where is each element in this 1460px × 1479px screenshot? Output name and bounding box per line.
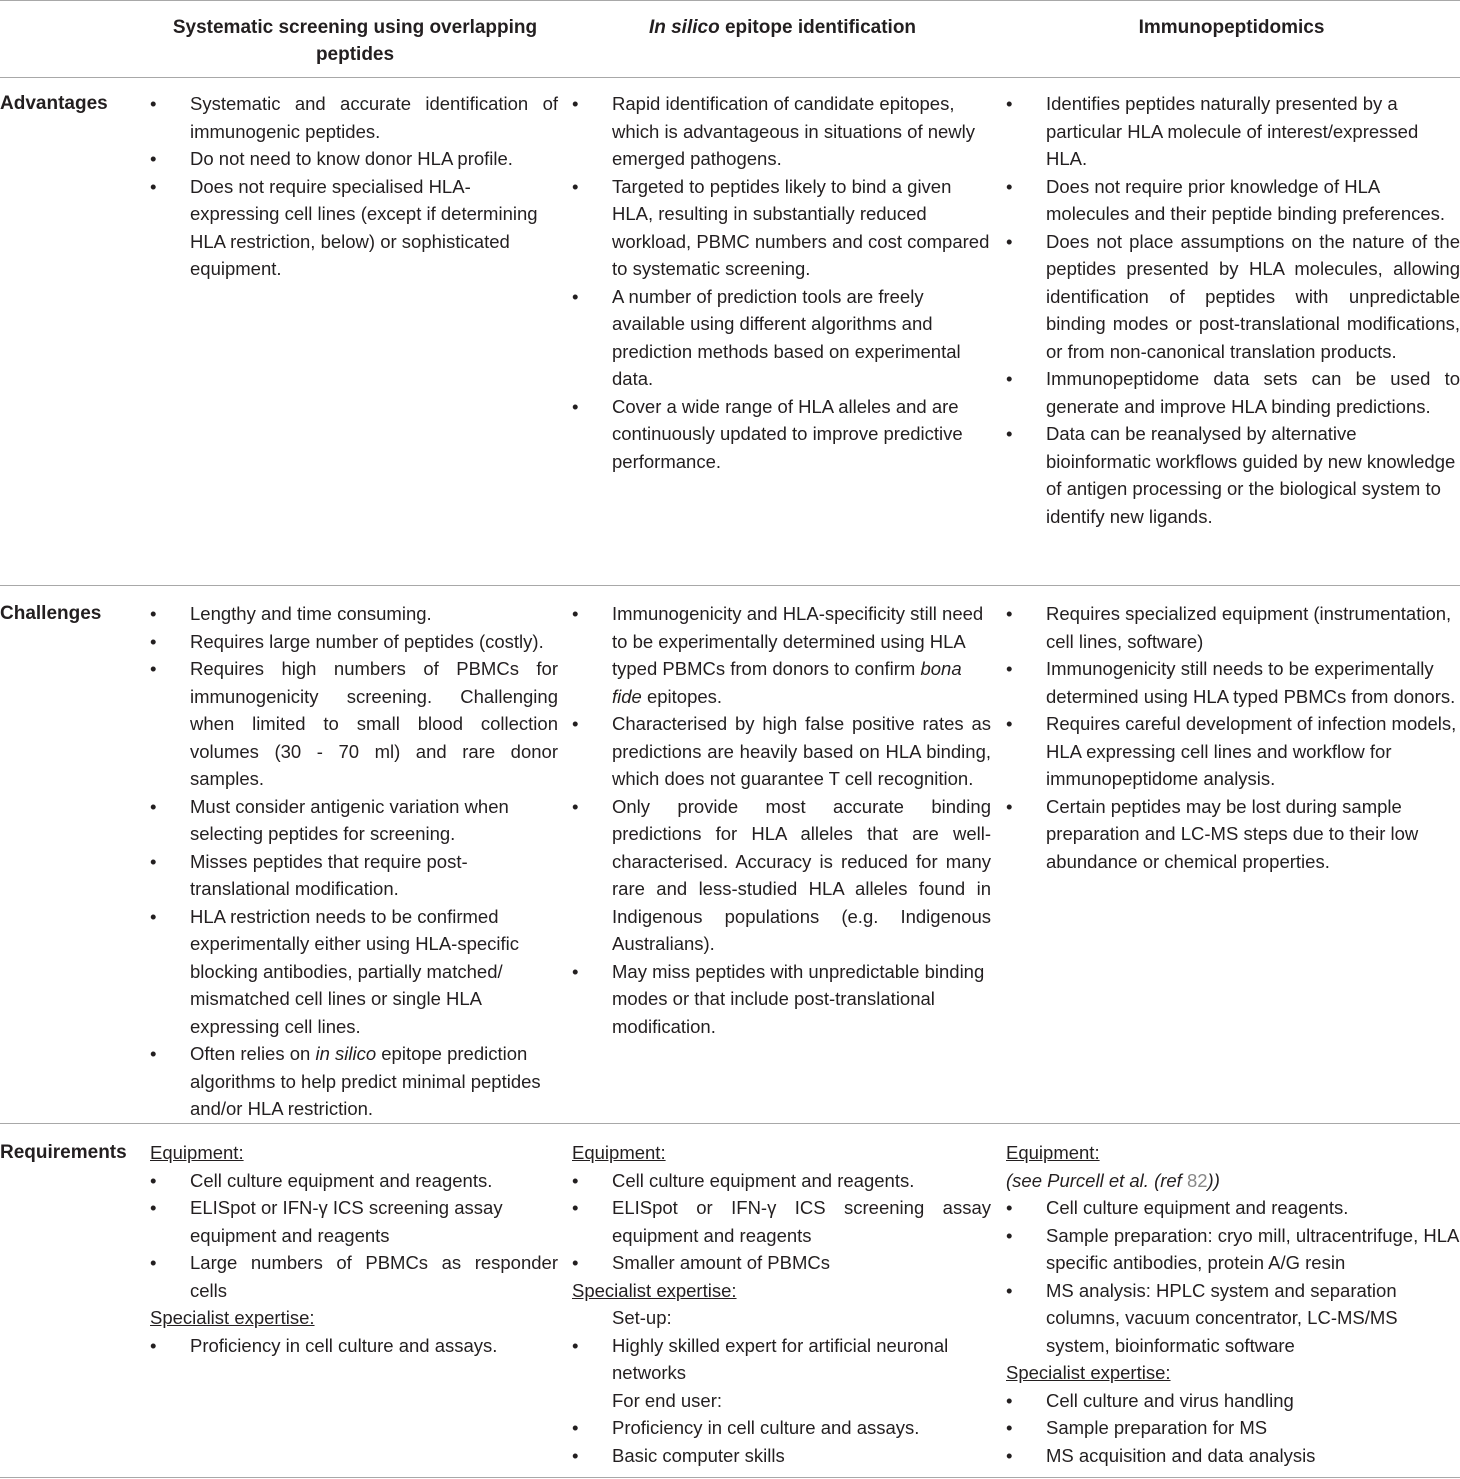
- row-rule-2: [0, 1123, 1460, 1124]
- text-run: Set-up:: [612, 1307, 672, 1328]
- italic-text: in silico: [315, 1043, 377, 1064]
- bullet-item: [150, 628, 558, 656]
- bullet-item: [150, 793, 558, 848]
- bullet-icon: •: [150, 175, 157, 197]
- bullet-item: [1006, 1222, 1460, 1277]
- text-run: epitope identification: [719, 17, 917, 38]
- bullet-text: [1046, 1277, 1460, 1360]
- bullet-item: [572, 710, 991, 793]
- text-run: Sample preparation for MS: [1046, 1417, 1268, 1438]
- text-run: epitopes.: [641, 685, 723, 707]
- bullet-item: [1006, 228, 1460, 366]
- bullet-text: [1046, 1442, 1460, 1470]
- bullet-text: [612, 1442, 991, 1470]
- italic-text: (see Purcell et al. (ref: [1006, 1169, 1187, 1191]
- bullet-icon: •: [1006, 713, 1013, 734]
- bullet-icon: •: [1006, 230, 1013, 252]
- text-run: Immunogenicity and HLA-specificity still need to be experimentally determined using HLA typed PBMCs from donors to confirm: [612, 603, 984, 679]
- bullet-item: [1006, 1194, 1460, 1222]
- bullet-icon: •: [150, 603, 157, 624]
- text-run: Targeted to peptides likely to bind a given HLA, resulting in substantially reduced workload, PBMC numbers and cost compared to systematic screening.: [612, 175, 990, 279]
- bullet-text: [1046, 793, 1460, 876]
- bullet-text: [612, 1332, 991, 1387]
- bullet-item: [150, 1249, 558, 1304]
- bullet-item: [1006, 90, 1460, 173]
- bullet-text: [190, 793, 558, 848]
- bullet-icon: •: [572, 1169, 579, 1191]
- bullet-item: [572, 393, 991, 476]
- bullet-text: [612, 600, 991, 710]
- bullet-icon: •: [150, 630, 157, 652]
- cell-requirements-in-silico: [572, 1139, 991, 1469]
- bullet-icon: •: [572, 395, 579, 417]
- bullet-icon: •: [1006, 93, 1013, 114]
- cell-requirements-immunopeptidomics: [1006, 1139, 1460, 1469]
- bullet-item: [1006, 173, 1460, 228]
- bullet-text: [190, 1249, 558, 1304]
- bullet-text: [612, 710, 991, 793]
- bullet-item: [1006, 793, 1460, 876]
- text-run: Requires large number of peptides (costly).: [190, 630, 544, 652]
- bullet-item: [1006, 710, 1460, 793]
- bullet-text: [190, 628, 558, 656]
- bullet-text: [1046, 173, 1460, 228]
- bullet-item: [1006, 365, 1460, 420]
- bullet-icon: •: [572, 795, 579, 817]
- bullet-item: [150, 1332, 558, 1360]
- bullet-icon: •: [1006, 423, 1013, 444]
- bullet-item: [150, 1040, 558, 1123]
- bullet-text: [612, 90, 991, 173]
- bullet-item: [572, 283, 991, 393]
- bullet-text: [190, 1194, 558, 1249]
- text-run: Proficiency in cell culture and assays.: [190, 1334, 498, 1356]
- bullet-item: [1006, 1442, 1460, 1470]
- text-run: Immunogenicity still needs to be experimentally determined using HLA typed PBMCs from donors.: [1046, 658, 1456, 707]
- bullet-item: [1006, 1277, 1460, 1360]
- bullet-icon: •: [572, 93, 579, 114]
- bullet-item: [572, 958, 991, 1041]
- text-run: Immunopeptidome data sets can be used to generate and improve HLA binding predictions.: [1046, 368, 1460, 417]
- bullet-text: [1046, 420, 1460, 530]
- bullet-text: [612, 173, 991, 283]
- bullet-text: [190, 903, 558, 1041]
- subheading: [572, 1139, 991, 1167]
- text-run: MS analysis: HPLC system and separation columns, vacuum concentrator, LC-MS/MS system, bioinformatic software: [1046, 1279, 1398, 1356]
- bullet-item: [572, 1442, 991, 1470]
- bullet-text: [612, 1414, 991, 1442]
- text-run: Specialist expertise:: [150, 1307, 315, 1328]
- text-run: Cell culture equipment and reagents.: [612, 1169, 915, 1191]
- text-run: Basic computer skills: [612, 1444, 785, 1466]
- bullet-icon: •: [572, 1252, 579, 1273]
- bullet-icon: •: [572, 603, 579, 624]
- row-label-challenges: Challenges: [0, 603, 102, 624]
- bullet-text: [612, 283, 991, 393]
- bullet-text: [190, 655, 558, 793]
- bullet-item: [572, 1167, 991, 1195]
- bullet-icon: •: [1006, 1389, 1013, 1411]
- text-run: Data can be reanalysed by alternative bioinformatic workflows guided by new knowledge of antigen processing or the biological system to identify new ligands.: [1046, 423, 1456, 527]
- bullet-icon: •: [572, 1197, 579, 1218]
- text-run: Cell culture and virus handling: [1046, 1389, 1294, 1411]
- bullet-text: [1046, 1222, 1460, 1277]
- bullet-item: [1006, 420, 1460, 530]
- text-run: Rapid identification of candidate epitopes, which is advantageous in situations of newly emerged pathogens.: [612, 93, 976, 169]
- bullet-item: [572, 1414, 991, 1442]
- text-run: Cell culture equipment and reagents.: [190, 1169, 493, 1191]
- plain-text: [572, 1304, 991, 1332]
- bullet-text: [612, 958, 991, 1041]
- italic-text: bona fide: [612, 658, 962, 707]
- cell-requirements-systematic: [150, 1139, 558, 1359]
- text-run: A number of prediction tools are freely available using different algorithms and prediction methods based on experimental data.: [612, 285, 961, 389]
- bullet-item: [150, 145, 558, 173]
- bullet-icon: •: [1006, 368, 1013, 389]
- bullet-text: [1046, 1414, 1460, 1442]
- bullet-text: [1046, 710, 1460, 793]
- bullet-icon: •: [150, 658, 157, 679]
- bottom-rule: [0, 1477, 1460, 1478]
- subheading: [1006, 1139, 1460, 1167]
- bullet-item: [150, 1194, 558, 1249]
- text-run: Equipment:: [1006, 1142, 1100, 1163]
- bullet-text: [1046, 1387, 1460, 1415]
- bullet-item: [1006, 655, 1460, 710]
- header-rule: [0, 77, 1460, 78]
- bullet-icon: •: [572, 1334, 579, 1356]
- bullet-item: [572, 90, 991, 173]
- text-run: Smaller amount of PBMCs: [612, 1252, 830, 1273]
- row-label-requirements: Requirements: [0, 1142, 127, 1163]
- bullet-text: [612, 793, 991, 958]
- bullet-icon: •: [1006, 1444, 1013, 1466]
- reference-link[interactable]: 82: [1186, 1169, 1208, 1191]
- cell-advantages-in-silico: [572, 90, 991, 475]
- bullet-item: [1006, 1414, 1460, 1442]
- bullet-text: [612, 1167, 991, 1195]
- bullet-item: [572, 793, 991, 958]
- bullet-item: [1006, 600, 1460, 655]
- bullet-text: [190, 848, 558, 903]
- cell-challenges-systematic: [150, 600, 558, 1123]
- bullet-item: [572, 1332, 991, 1387]
- bullet-item: [572, 173, 991, 283]
- bullet-icon: •: [150, 1252, 157, 1273]
- bullet-item: [572, 1249, 991, 1277]
- text-run: Cell culture equipment and reagents.: [1046, 1197, 1349, 1218]
- bullet-text: [190, 600, 558, 628]
- text-run: Sample preparation: cryo mill, ultracentrifuge, HLA specific antibodies, protein A/G resin: [1046, 1224, 1459, 1273]
- bullet-text: [1046, 1194, 1460, 1222]
- bullet-text: [190, 145, 558, 173]
- bullet-text: [1046, 228, 1460, 366]
- bullet-item: [1006, 1387, 1460, 1415]
- text-run: Systematic screening using overlapping peptides: [172, 17, 538, 65]
- text-run: Often relies on: [190, 1043, 316, 1064]
- bullet-icon: •: [572, 175, 579, 197]
- text-run: Cover a wide range of HLA alleles and are continuously updated to improve predictive performance.: [612, 395, 963, 472]
- bullet-item: [150, 90, 558, 145]
- text-run: Requires high numbers of PBMCs for immunogenicity screening. Challenging when limited to small blood collection volumes (30 - 70 ml) and rare donor samples.: [190, 658, 558, 789]
- row-label-advantages: Advantages: [0, 93, 108, 114]
- bullet-text: [190, 1332, 558, 1360]
- subheading: [150, 1139, 558, 1167]
- bullet-icon: •: [572, 713, 579, 734]
- top-rule: [0, 0, 1460, 1]
- bullet-text: [190, 1167, 558, 1195]
- text-run: Large numbers of PBMCs as responder cells: [190, 1252, 558, 1301]
- row-rule-1: [0, 585, 1460, 586]
- text-run: Only provide most accurate binding predictions for HLA alleles that are well-characterised. Accuracy is reduced for many rare and less-studied HLA alleles found in Indigenous populations (e.g. Indigenous Australians).: [612, 795, 991, 954]
- bullet-item: [572, 1194, 991, 1249]
- bullet-icon: •: [1006, 795, 1013, 817]
- subheading: [572, 1277, 991, 1305]
- text-run: Misses peptides that require post-translational modification.: [190, 850, 468, 899]
- bullet-item: [150, 848, 558, 903]
- text-run: Systematic and accurate identification of immunogenic peptides.: [190, 93, 558, 142]
- text-run: ELISpot or IFN-γ ICS screening assay equipment and reagents: [190, 1197, 503, 1246]
- bullet-icon: •: [1006, 175, 1013, 197]
- bullet-icon: •: [1006, 658, 1013, 679]
- column-header-systematic-screening: [150, 14, 560, 68]
- text-run: ELISpot or IFN-γ ICS screening assay equipment and reagents: [612, 1197, 991, 1246]
- text-run: Equipment:: [572, 1142, 666, 1163]
- subheading: [150, 1304, 558, 1332]
- bullet-text: [1046, 90, 1460, 173]
- bullet-text: [1046, 600, 1460, 655]
- bullet-icon: •: [150, 1197, 157, 1218]
- bullet-text: [190, 173, 558, 283]
- bullet-text: [190, 1040, 558, 1123]
- bullet-text: [1046, 365, 1460, 420]
- bullet-icon: •: [1006, 1224, 1013, 1246]
- bullet-icon: •: [150, 850, 157, 872]
- text-run: Requires specialized equipment (instrumentation, cell lines, software): [1046, 603, 1452, 652]
- bullet-item: [150, 1167, 558, 1195]
- bullet-icon: •: [150, 795, 157, 817]
- text-run: Do not need to know donor HLA profile.: [190, 148, 513, 169]
- text-run: Specialist expertise:: [1006, 1362, 1171, 1383]
- bullet-item: [150, 173, 558, 283]
- text-run: Lengthy and time consuming.: [190, 603, 432, 624]
- bullet-icon: •: [150, 93, 157, 114]
- bullet-icon: •: [150, 148, 157, 169]
- bullet-icon: •: [572, 960, 579, 982]
- bullet-item: [150, 903, 558, 1041]
- text-run: Proficiency in cell culture and assays.: [612, 1417, 920, 1438]
- bullet-icon: •: [1006, 603, 1013, 624]
- bullet-item: [572, 600, 991, 710]
- bullet-icon: •: [150, 1334, 157, 1356]
- text-run: HLA restriction needs to be confirmed experimentally either using HLA-specific blocking antibodies, partially matched/ mismatched cell lines or single HLA expressing cell lines.: [190, 905, 520, 1037]
- text-run: epitope prediction algorithms to help predict minimal peptides and/or HLA restriction.: [190, 1043, 541, 1119]
- text-run: Does not require prior knowledge of HLA molecules and their peptide binding preferences.: [1046, 175, 1446, 224]
- bullet-item: [150, 600, 558, 628]
- note-text: [1006, 1167, 1460, 1195]
- italic-text: In silico: [648, 17, 720, 38]
- bullet-icon: •: [150, 1043, 157, 1064]
- bullet-icon: •: [572, 1417, 579, 1438]
- bullet-text: [1046, 655, 1460, 710]
- text-run: Identifies peptides naturally presented by a particular HLA molecule of interest/expressed HLA.: [1046, 93, 1419, 169]
- text-run: MS acquisition and data analysis: [1046, 1444, 1316, 1466]
- text-run: Highly skilled expert for artificial neuronal networks: [612, 1334, 949, 1383]
- cell-advantages-immunopeptidomics: [1006, 90, 1460, 530]
- subheading: [1006, 1359, 1460, 1387]
- text-run: For end user:: [612, 1389, 723, 1411]
- bullet-text: [612, 1249, 991, 1277]
- text-run: May miss peptides with unpredictable binding modes or that include post-translational modification.: [612, 960, 985, 1037]
- bullet-item: [150, 655, 558, 793]
- column-header-immunopeptidomics: [1003, 14, 1460, 41]
- text-run: Characterised by high false positive rates as predictions are heavily based on HLA binding, which does not guarantee T cell recognition.: [612, 713, 991, 789]
- cell-challenges-in-silico: [572, 600, 991, 1040]
- plain-text: [572, 1387, 991, 1415]
- bullet-icon: •: [150, 1169, 157, 1191]
- text-run: Does not require specialised HLA-expressing cell lines (except if determining HLA restriction, below) or sophisticated equipment.: [190, 175, 538, 279]
- text-run: Certain peptides may be lost during sample preparation and LC-MS steps due to their low abundance or chemical properties.: [1046, 795, 1419, 872]
- bullet-text: [612, 1194, 991, 1249]
- bullet-icon: •: [1006, 1279, 1013, 1301]
- bullet-icon: •: [1006, 1197, 1013, 1218]
- bullet-icon: •: [1006, 1417, 1013, 1438]
- bullet-icon: •: [572, 1444, 579, 1466]
- text-run: Must consider antigenic variation when selecting peptides for screening.: [190, 795, 509, 844]
- cell-challenges-immunopeptidomics: [1006, 600, 1460, 875]
- text-run: Immunopeptidomics: [1138, 17, 1325, 38]
- cell-advantages-systematic: [150, 90, 558, 283]
- bullet-text: [612, 393, 991, 476]
- italic-text: )): [1207, 1169, 1220, 1191]
- bullet-text: [190, 90, 558, 145]
- text-run: Equipment:: [150, 1142, 244, 1163]
- text-run: Specialist expertise:: [572, 1279, 737, 1301]
- text-run: Requires careful development of infection models, HLA expressing cell lines and workflow for immunopeptidome analysis.: [1046, 713, 1457, 789]
- bullet-icon: •: [572, 285, 579, 307]
- column-header-in-silico: [570, 14, 995, 41]
- bullet-icon: •: [150, 905, 157, 927]
- text-run: Does not place assumptions on the nature of the peptides presented by HLA molecules, allowing identification of peptides with unpredictable binding modes or post-translational modifications, or from non-canonical translation products.: [1046, 230, 1460, 362]
